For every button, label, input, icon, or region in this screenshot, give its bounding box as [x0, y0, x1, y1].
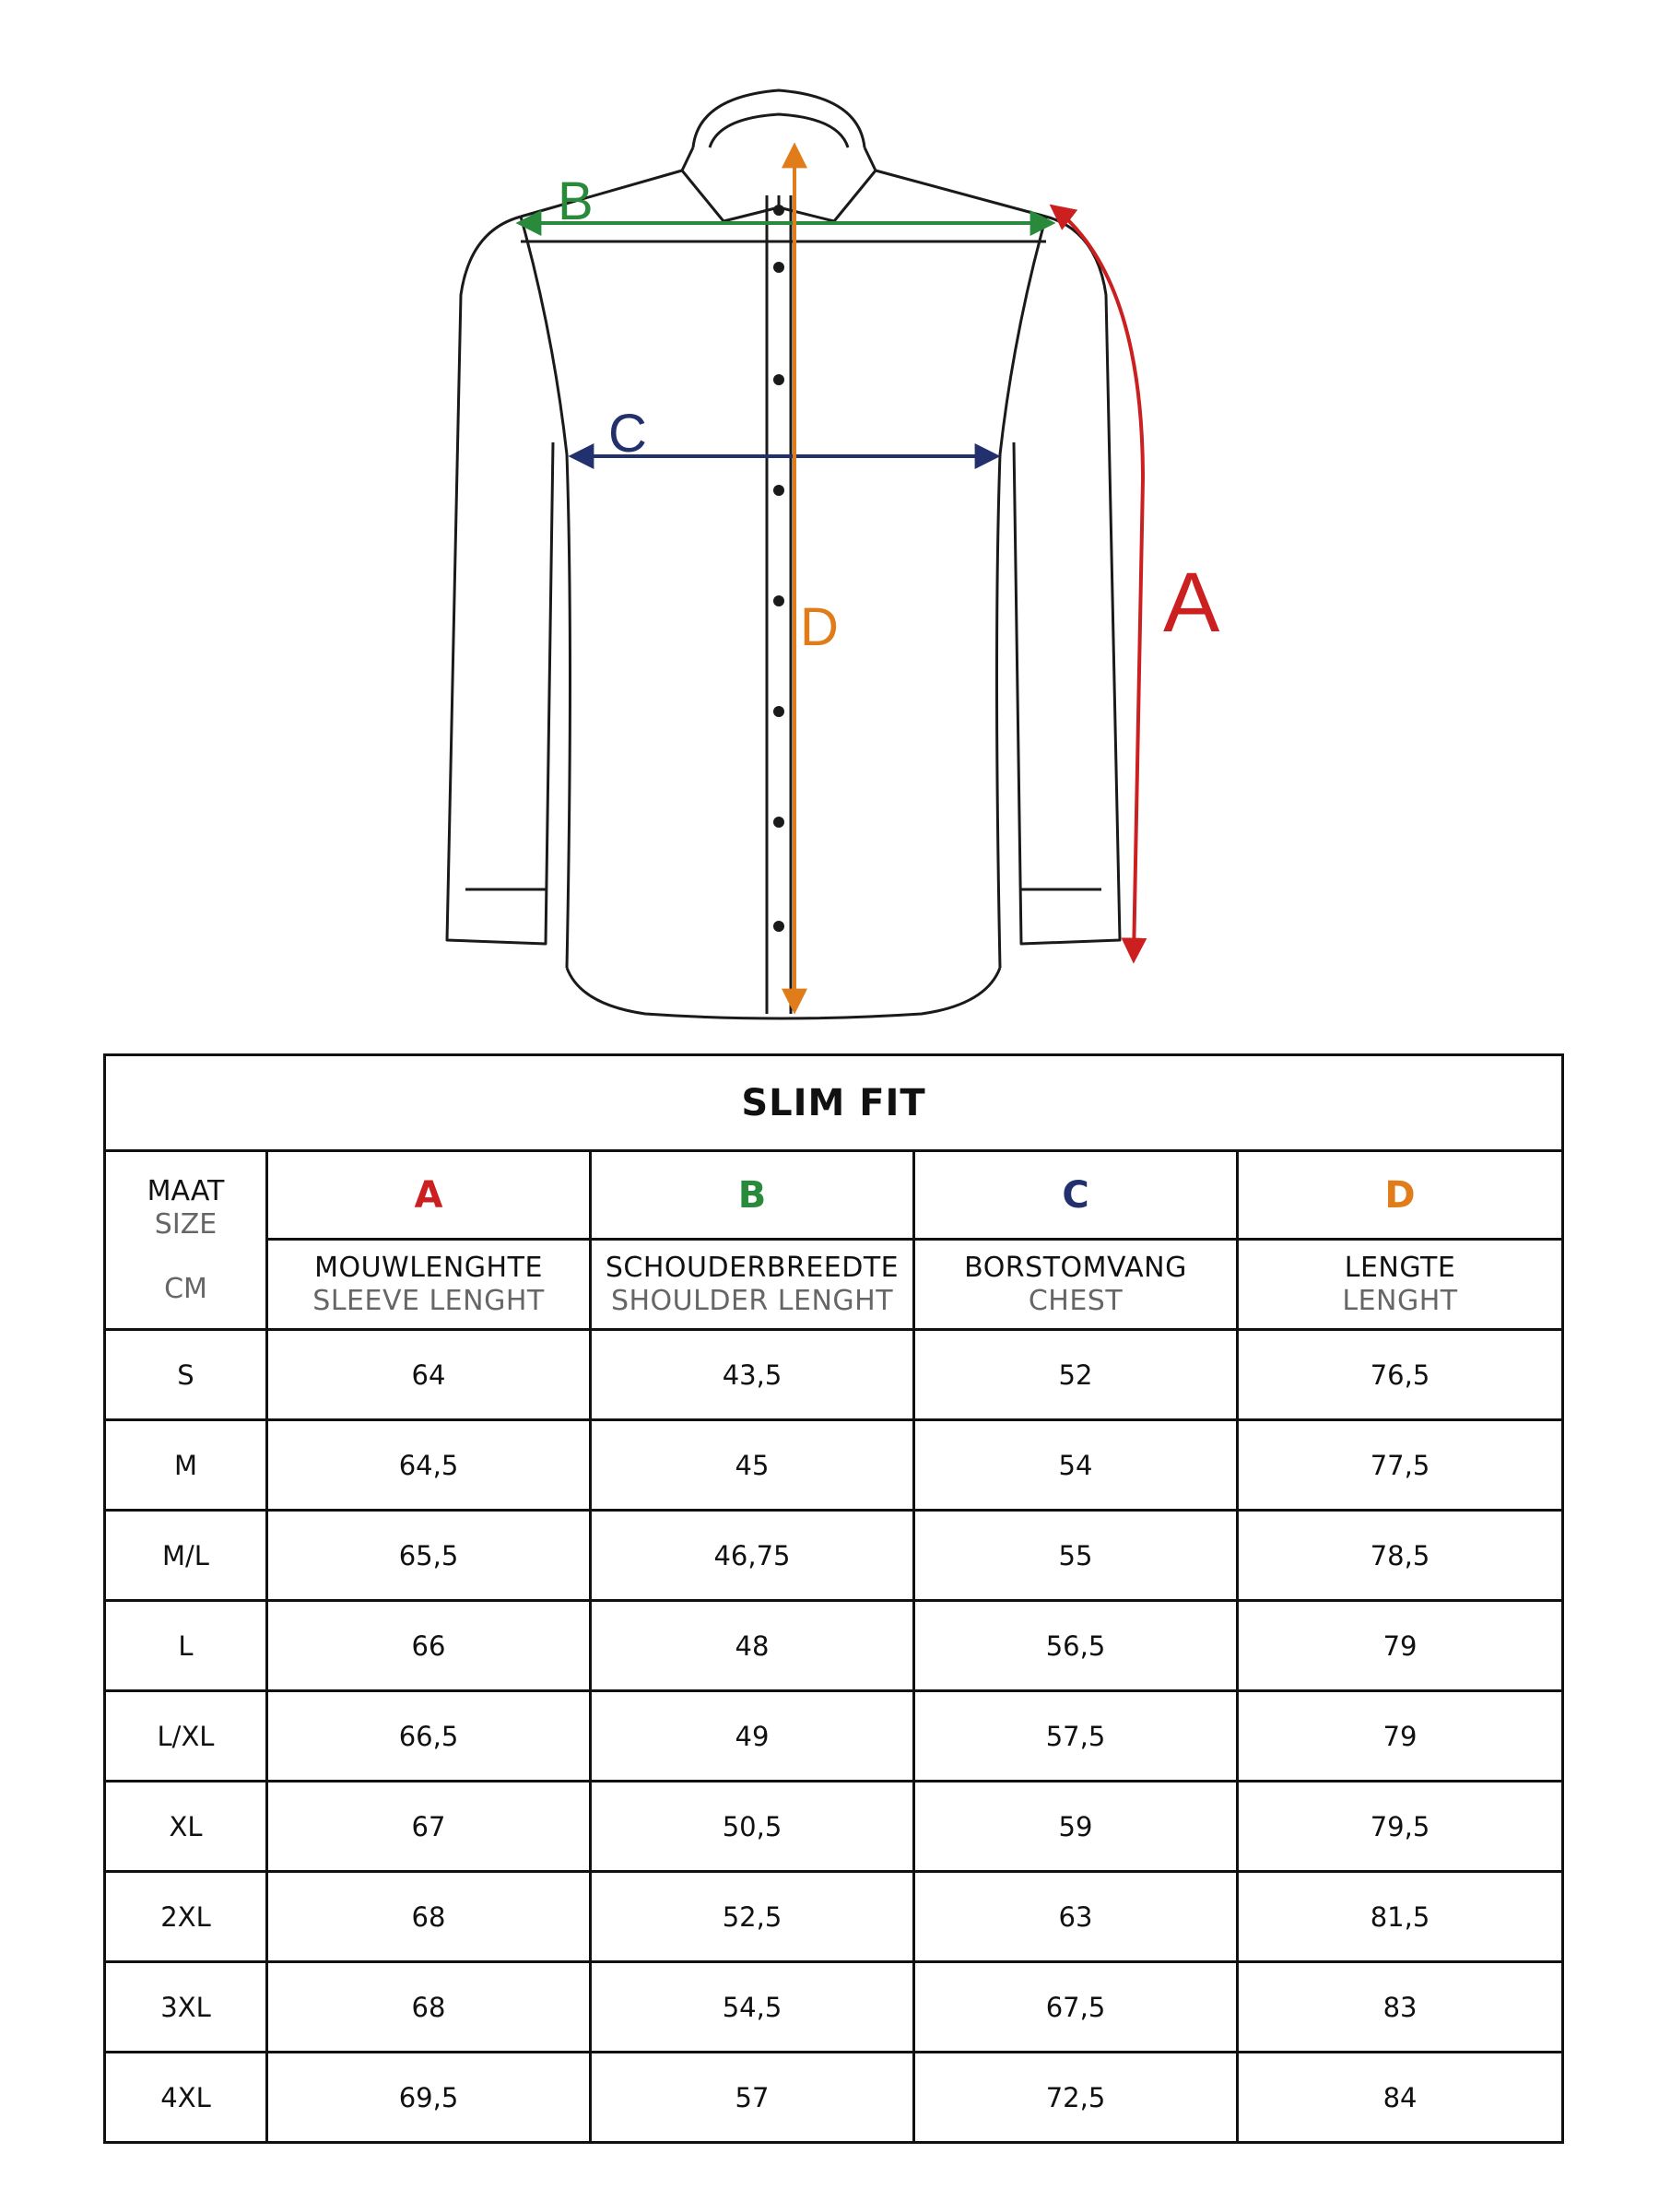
- sleeve-cell: 66,5: [267, 1691, 591, 1782]
- column-header-d: [1238, 1240, 1563, 1330]
- sleeve-cell: 69,5: [267, 2053, 591, 2143]
- shirt-diagram: [0, 0, 1659, 1032]
- diagram-label-b: B: [558, 171, 594, 231]
- column-letter-a: A: [267, 1151, 591, 1240]
- unit-label: CM: [164, 1272, 207, 1305]
- column-label-nl: LENGTE: [1344, 1251, 1456, 1284]
- length-cell: 79,5: [1238, 1782, 1563, 1872]
- table-row: [105, 1691, 1563, 1782]
- size-cell: L: [105, 1601, 267, 1691]
- shoulder-cell: 45: [591, 1420, 914, 1511]
- length-cell: 77,5: [1238, 1420, 1563, 1511]
- length-cell: 84: [1238, 2053, 1563, 2143]
- table-row: [105, 1420, 1563, 1511]
- length-cell: 81,5: [1238, 1872, 1563, 1962]
- column-label-en: LENGHT: [1342, 1284, 1458, 1317]
- column-header-c: [914, 1240, 1238, 1330]
- column-label-nl: SCHOUDERBREEDTE: [605, 1251, 900, 1284]
- shoulder-cell: 54,5: [591, 1962, 914, 2053]
- table-row: [105, 1601, 1563, 1691]
- column-label-en: CHEST: [1028, 1284, 1124, 1317]
- size-cell: 4XL: [105, 2053, 267, 2143]
- sleeve-cell: 65,5: [267, 1511, 591, 1601]
- size-cell: M/L: [105, 1511, 267, 1601]
- column-header-b: [591, 1240, 914, 1330]
- size-cell: 2XL: [105, 1872, 267, 1962]
- chest-cell: 57,5: [914, 1691, 1238, 1782]
- table-title: SLIM FIT: [105, 1055, 1563, 1151]
- shirt-outline: [447, 90, 1120, 1018]
- chest-cell: 72,5: [914, 2053, 1238, 2143]
- length-cell: 76,5: [1238, 1330, 1563, 1420]
- length-cell: 78,5: [1238, 1511, 1563, 1601]
- title-row: [105, 1055, 1563, 1151]
- chest-cell: 63: [914, 1872, 1238, 1962]
- table-row: [105, 1872, 1563, 1962]
- table-row: [105, 1511, 1563, 1601]
- size-header-cell: [105, 1151, 267, 1330]
- size-chart-table: [103, 1053, 1564, 2144]
- diagram-label-c: C: [608, 404, 647, 464]
- table-row: [105, 1330, 1563, 1420]
- sleeve-cell: 64: [267, 1330, 591, 1420]
- size-label-en: SIZE: [154, 1207, 218, 1241]
- size-cell: 3XL: [105, 1962, 267, 2053]
- shoulder-cell: 52,5: [591, 1872, 914, 1962]
- shoulder-cell: 50,5: [591, 1782, 914, 1872]
- shoulder-cell: 57: [591, 2053, 914, 2143]
- length-cell: 79: [1238, 1601, 1563, 1691]
- sleeve-cell: 66: [267, 1601, 591, 1691]
- shoulder-cell: 46,75: [591, 1511, 914, 1601]
- column-label-en: SLEEVE LENGHT: [312, 1284, 545, 1317]
- arrow-a-sleeve: [1053, 207, 1143, 959]
- size-cell: S: [105, 1330, 267, 1420]
- size-cell: L/XL: [105, 1691, 267, 1782]
- shirt-buttons: [773, 205, 784, 932]
- column-header-a: [267, 1240, 591, 1330]
- sleeve-cell: 68: [267, 1872, 591, 1962]
- column-letter-b: B: [591, 1151, 914, 1240]
- length-cell: 83: [1238, 1962, 1563, 2053]
- table-row: [105, 1962, 1563, 2053]
- chest-cell: 67,5: [914, 1962, 1238, 2053]
- size-cell: M: [105, 1420, 267, 1511]
- chest-cell: 54: [914, 1420, 1238, 1511]
- length-cell: 79: [1238, 1691, 1563, 1782]
- shoulder-cell: 43,5: [591, 1330, 914, 1420]
- shoulder-cell: 49: [591, 1691, 914, 1782]
- column-label-nl: BORSTOMVANG: [964, 1251, 1187, 1284]
- column-label-en: SHOULDER LENGHT: [610, 1284, 894, 1317]
- chest-cell: 55: [914, 1511, 1238, 1601]
- diagram-label-d: D: [800, 597, 839, 657]
- column-letter-c: C: [914, 1151, 1238, 1240]
- size-label-nl: MAAT: [147, 1174, 225, 1207]
- chest-cell: 59: [914, 1782, 1238, 1872]
- header-letter-row: [105, 1151, 1563, 1240]
- sleeve-cell: 64,5: [267, 1420, 591, 1511]
- sleeve-cell: 68: [267, 1962, 591, 2053]
- chest-cell: 56,5: [914, 1601, 1238, 1691]
- header-label-row: [105, 1240, 1563, 1330]
- sleeve-cell: 67: [267, 1782, 591, 1872]
- table-row: [105, 1782, 1563, 1872]
- column-letter-d: D: [1238, 1151, 1563, 1240]
- size-cell: XL: [105, 1782, 267, 1872]
- column-label-nl: MOUWLENGHTE: [314, 1251, 543, 1284]
- diagram-label-a: A: [1163, 556, 1220, 650]
- table-row: [105, 2053, 1563, 2143]
- shoulder-cell: 48: [591, 1601, 914, 1691]
- chest-cell: 52: [914, 1330, 1238, 1420]
